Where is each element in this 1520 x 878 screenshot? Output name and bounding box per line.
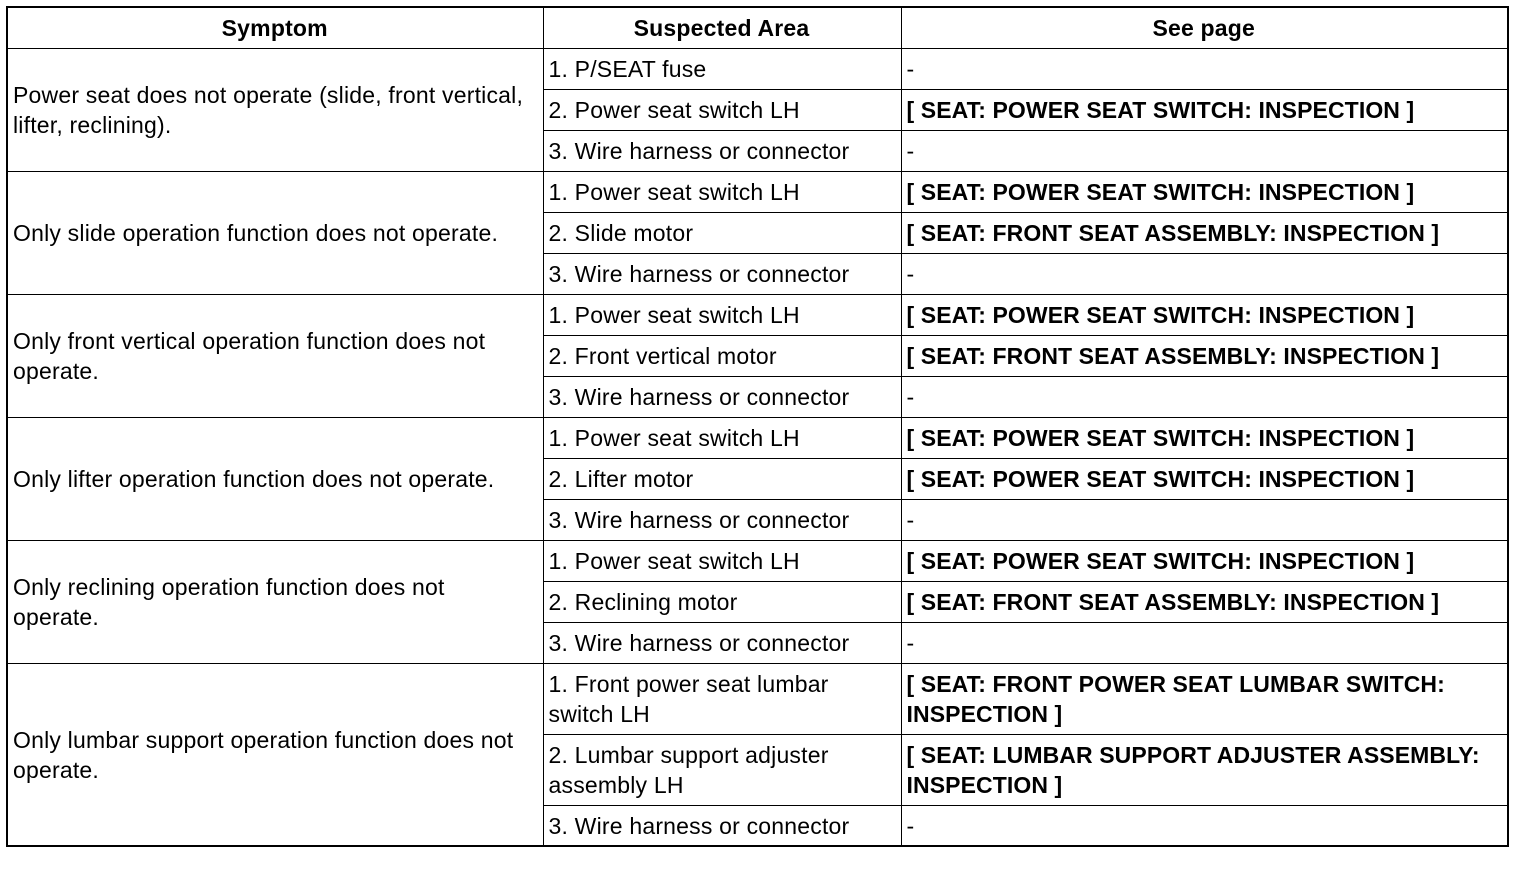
header-symptom: Symptom	[7, 7, 543, 49]
see-page-link[interactable]: [ SEAT: POWER SEAT SWITCH: INSPECTION ]	[901, 90, 1508, 131]
suspected-area-cell: 1. P/SEAT fuse	[543, 49, 901, 90]
see-page-cell: -	[901, 131, 1508, 172]
see-page-link[interactable]: [ SEAT: LUMBAR SUPPORT ADJUSTER ASSEMBLY: INSPECTION ]	[901, 735, 1508, 806]
suspected-area-cell: 3. Wire harness or connector	[543, 377, 901, 418]
suspected-area-cell: 2. Front vertical motor	[543, 336, 901, 377]
suspected-area-cell: 2. Lumbar support adjuster assembly LH	[543, 735, 901, 806]
suspected-area-cell: 1. Power seat switch LH	[543, 541, 901, 582]
suspected-area-cell: 2. Power seat switch LH	[543, 90, 901, 131]
symptom-cell: Only lumbar support operation function does not operate.	[7, 664, 543, 847]
see-page-cell: -	[901, 49, 1508, 90]
header-suspected-area: Suspected Area	[543, 7, 901, 49]
table-row	[7, 49, 1508, 90]
suspected-area-cell: 1. Front power seat lumbar switch LH	[543, 664, 901, 735]
suspected-area-cell: 3. Wire harness or connector	[543, 500, 901, 541]
symptom-cell: Only lifter operation function does not operate.	[7, 418, 543, 541]
suspected-area-cell: 1. Power seat switch LH	[543, 418, 901, 459]
see-page-link[interactable]: [ SEAT: FRONT SEAT ASSEMBLY: INSPECTION ]	[901, 582, 1508, 623]
see-page-link[interactable]: [ SEAT: POWER SEAT SWITCH: INSPECTION ]	[901, 172, 1508, 213]
suspected-area-cell: 1. Power seat switch LH	[543, 172, 901, 213]
see-page-link[interactable]: [ SEAT: FRONT POWER SEAT LUMBAR SWITCH: INSPECTION ]	[901, 664, 1508, 735]
table-row	[7, 295, 1508, 336]
suspected-area-cell: 2. Slide motor	[543, 213, 901, 254]
see-page-cell: -	[901, 500, 1508, 541]
header-row	[7, 7, 1508, 49]
see-page-link[interactable]: [ SEAT: POWER SEAT SWITCH: INSPECTION ]	[901, 541, 1508, 582]
see-page-link[interactable]: [ SEAT: POWER SEAT SWITCH: INSPECTION ]	[901, 418, 1508, 459]
see-page-cell: -	[901, 806, 1508, 847]
symptom-diagnosis-table	[6, 6, 1509, 847]
table-row	[7, 172, 1508, 213]
table-row	[7, 418, 1508, 459]
suspected-area-cell: 1. Power seat switch LH	[543, 295, 901, 336]
table-body	[7, 49, 1508, 847]
symptom-cell: Only front vertical operation function does not operate.	[7, 295, 543, 418]
see-page-link[interactable]: [ SEAT: POWER SEAT SWITCH: INSPECTION ]	[901, 459, 1508, 500]
suspected-area-cell: 3. Wire harness or connector	[543, 131, 901, 172]
table-row	[7, 664, 1508, 735]
suspected-area-cell: 3. Wire harness or connector	[543, 806, 901, 847]
suspected-area-cell: 3. Wire harness or connector	[543, 623, 901, 664]
suspected-area-cell: 3. Wire harness or connector	[543, 254, 901, 295]
table-header	[7, 7, 1508, 49]
see-page-link[interactable]: [ SEAT: FRONT SEAT ASSEMBLY: INSPECTION ]	[901, 336, 1508, 377]
symptom-cell: Power seat does not operate (slide, front vertical, lifter, reclining).	[7, 49, 543, 172]
symptom-cell: Only reclining operation function does not operate.	[7, 541, 543, 664]
see-page-cell: -	[901, 254, 1508, 295]
symptom-cell: Only slide operation function does not operate.	[7, 172, 543, 295]
suspected-area-cell: 2. Reclining motor	[543, 582, 901, 623]
see-page-link[interactable]: [ SEAT: FRONT SEAT ASSEMBLY: INSPECTION ]	[901, 213, 1508, 254]
header-see-page: See page	[901, 7, 1508, 49]
see-page-cell: -	[901, 377, 1508, 418]
diagnosis-table-container	[6, 6, 1507, 847]
see-page-link[interactable]: [ SEAT: POWER SEAT SWITCH: INSPECTION ]	[901, 295, 1508, 336]
table-row	[7, 541, 1508, 582]
suspected-area-cell: 2. Lifter motor	[543, 459, 901, 500]
see-page-cell: -	[901, 623, 1508, 664]
